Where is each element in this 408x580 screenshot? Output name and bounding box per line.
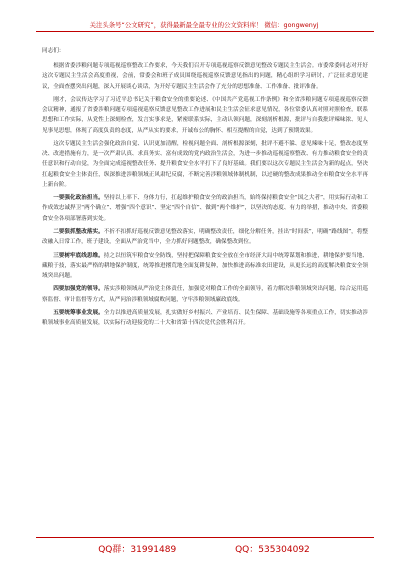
point-5 [42,308,368,328]
point-5-text: 全力以推进高质量发展，扎实做好乡村振兴、产业培育、民生保障、基础设施等各项重点工作，切实推动涉粮领域事业高质量发展，以实际行动迎接党的二十大和省第十四次党代会胜利召开。 [42,309,368,327]
point-3-text: 持之以恒筑牢粮食安全防线，坚持把保障粮食安全放在全市经济大局中统筹谋划和推进，耕地保护要当地、藏粮于技，落实最严格的耕地保护制度，统筹推进撂荒地全面复耕复种，加快推进高标准农田建设，从更长远的高度解决粮食安全领域突出问题。 [42,252,368,279]
point-2-text: 不折不扣抓好巡视反馈意见整改落实，明确整改责任，细化分解任务，挂出“时间表”，明确“路线图”，将整改融入日常工作，班子建设，全面从严治党当中，全力抓好问题整改，确保整改到位。 [42,229,368,246]
footer-qq-group: QQ群：31991489 [98,545,177,555]
point-4-lead: 四要加强党的领导。 [53,286,104,293]
footer [0,542,408,555]
point-1-lead: 一要强化政治担当。 [53,195,104,202]
header-banner: 关注头条号“公文研究”，获得最新最全最专业的公文资料库！ 微信：gongwenyj [89,21,319,29]
document-body [42,46,368,332]
paragraph-1: 根据省委涉粮问题专项巡视巡察整改工作要求，今天我们召开专项巡视巡察反馈意见整改专题民主生活会。市委常委同志对开好这次专题民主生活会高度重视，会前，常委会和班子成员围绕巡视巡察反馈意见指出的问题，精心组织学习研讨，广泛征求意见建议，全面查摆突出问题，深入开展谈心谈话，为开好专题民主生活会作了充分的思想准备、工作准备、批评准备。 [42,63,368,90]
point-3-lead: 三要树牢底线思维。 [53,252,104,259]
paragraph-2: 刚才，会议传达学习了习近平总书记关于粮食安全的重要论述、《中国共产党巡视工作条例》和全省涉粮问题专项巡视巡察反馈会议精神，通报了省委涉粮问题专项巡视巡察反馈意见整改工作进展和民主生活会征求意见情况，各位常委认真对照对照检查，联系思想和工作实际，从党性上深刻检查，发言实事求是，紧密联系实际，主动认领问题，深刻剖析根源，批评与自我批评辣味浓、见人见事见思想，体现了高度负责的态度，从严从实的要求，开诚布公的胸怀、相互提醒的自觉，达到了预期效果。 [42,97,368,134]
point-1-text: 坚持以上率下、身体力行，扛起维护粮食安全的政治担当，始终保持粮食安全“国之大者”，用实际行动和工作成效忠诚捍卫“两个确立”、增强“四个意识”、坚定“四个自信”、做到“两个维护”，以坚决的态度、有力的举措，推动中央、省委粮食安全各项部署落到实处。 [42,195,368,222]
salutation: 同志们： [42,48,65,54]
point-4 [42,284,368,304]
point-4-text: 落实涉粮领域从严治党主体责任，加强党对粮食工作的全面领导，着力解决涉粮领域突出问题，综合运用巡察监督、审计监督等方式，从严问治涉粮领域腐败问题，守牢涉粮领域廉政底线。 [42,286,368,303]
footer-qq: QQ：535304092 [235,545,310,555]
point-5-lead: 五要统筹事业发展。 [53,309,104,316]
paragraph-3: 这次专题民主生活会强化政治自觉、认识更加清醒，检视问题全面、剖析根源深刻，批评不避不躲、意见辣味十足，整改态度坚决、改进措施有力，是一次严肃认真、求真务实、富有成效的党内政治生活会，为进一步推动巡视巡察整改、有力推动粮食安全的责任意识和行动自觉，为全面完成巡视整改任务、提升粮食安全水平打下了良好基础。我们要以这次专题民主生活会为新的起点，坚决扛起粮食安全主体责任，纵深推进涉粮领域正风肃纪反腐，不断完善涉粮领域体制机制，以过硬的整改成果推动全市粮食安全水平再上新台阶。 [42,141,368,188]
footer-divider [36,537,374,538]
point-2-lead: 二要狠抓整改落实。 [53,229,104,235]
point-2 [42,227,368,247]
point-1 [42,193,368,224]
header-divider [36,31,374,32]
point-3 [42,251,368,282]
